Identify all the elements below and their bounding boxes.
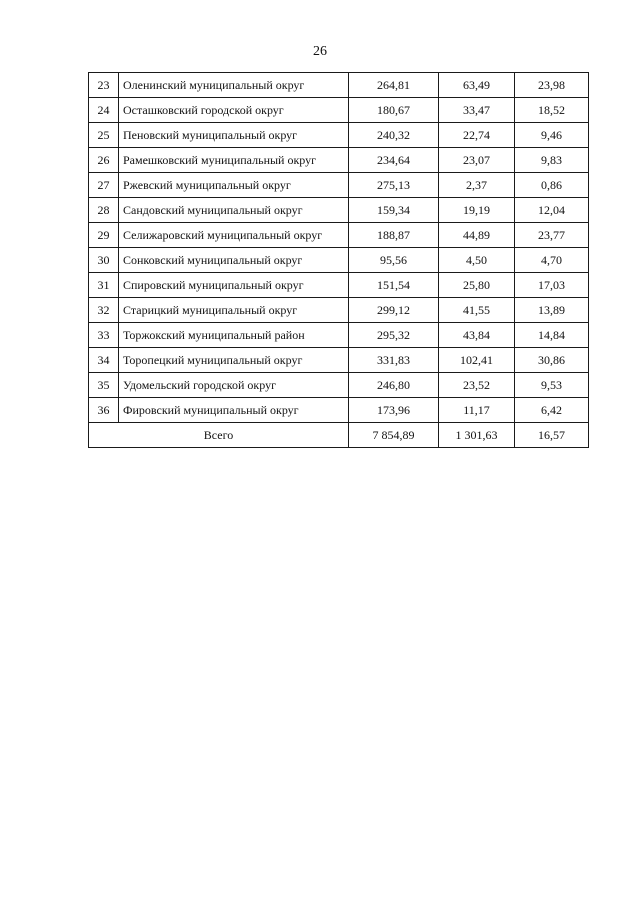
- value-1: 95,56: [349, 248, 439, 273]
- value-2: 22,74: [439, 123, 515, 148]
- table-row: [89, 123, 589, 148]
- table-row: [89, 398, 589, 423]
- value-3: 12,04: [515, 198, 589, 223]
- district-name: Сонковский муниципальный округ: [119, 248, 349, 273]
- value-2: 41,55: [439, 298, 515, 323]
- value-1: 151,54: [349, 273, 439, 298]
- row-number: 25: [89, 123, 119, 148]
- value-2: 23,52: [439, 373, 515, 398]
- district-name: Пеновский муниципальный округ: [119, 123, 349, 148]
- district-name: Рамешковский муниципальный округ: [119, 148, 349, 173]
- table-row: [89, 223, 589, 248]
- value-2: 25,80: [439, 273, 515, 298]
- district-name: Спировский муниципальный округ: [119, 273, 349, 298]
- total-value-2: 1 301,63: [439, 423, 515, 448]
- district-name: Торопецкий муниципальный округ: [119, 348, 349, 373]
- value-3: 6,42: [515, 398, 589, 423]
- value-1: 188,87: [349, 223, 439, 248]
- district-name: Селижаровский муниципальный округ: [119, 223, 349, 248]
- row-number: 31: [89, 273, 119, 298]
- value-3: 9,53: [515, 373, 589, 398]
- value-1: 299,12: [349, 298, 439, 323]
- value-3: 0,86: [515, 173, 589, 198]
- total-value-3: 16,57: [515, 423, 589, 448]
- value-2: 23,07: [439, 148, 515, 173]
- row-number: 24: [89, 98, 119, 123]
- value-3: 9,46: [515, 123, 589, 148]
- value-1: 246,80: [349, 373, 439, 398]
- row-number: 30: [89, 248, 119, 273]
- table-row: [89, 373, 589, 398]
- value-1: 275,13: [349, 173, 439, 198]
- table-row: [89, 273, 589, 298]
- district-name: Удомельский городской округ: [119, 373, 349, 398]
- value-3: 4,70: [515, 248, 589, 273]
- value-2: 102,41: [439, 348, 515, 373]
- value-2: 43,84: [439, 323, 515, 348]
- data-table: [88, 72, 589, 448]
- table-row: [89, 98, 589, 123]
- row-number: 28: [89, 198, 119, 223]
- district-name: Торжокский муниципальный район: [119, 323, 349, 348]
- row-number: 34: [89, 348, 119, 373]
- total-row: [89, 423, 589, 448]
- total-label: Всего: [89, 423, 349, 448]
- value-3: 30,86: [515, 348, 589, 373]
- district-name: Осташковский городской округ: [119, 98, 349, 123]
- value-2: 11,17: [439, 398, 515, 423]
- district-name: Сандовский муниципальный округ: [119, 198, 349, 223]
- district-name: Фировский муниципальный округ: [119, 398, 349, 423]
- district-name: Ржевский муниципальный округ: [119, 173, 349, 198]
- value-1: 295,32: [349, 323, 439, 348]
- table-row: [89, 73, 589, 98]
- row-number: 33: [89, 323, 119, 348]
- value-2: 44,89: [439, 223, 515, 248]
- row-number: 27: [89, 173, 119, 198]
- value-2: 33,47: [439, 98, 515, 123]
- row-number: 29: [89, 223, 119, 248]
- table-row: [89, 348, 589, 373]
- row-number: 26: [89, 148, 119, 173]
- table-row: [89, 198, 589, 223]
- page-number: 26: [313, 44, 327, 59]
- value-3: 14,84: [515, 323, 589, 348]
- total-value-1: 7 854,89: [349, 423, 439, 448]
- table-body: [89, 73, 589, 448]
- value-3: 18,52: [515, 98, 589, 123]
- value-2: 4,50: [439, 248, 515, 273]
- value-3: 23,98: [515, 73, 589, 98]
- row-number: 36: [89, 398, 119, 423]
- row-number: 23: [89, 73, 119, 98]
- value-1: 264,81: [349, 73, 439, 98]
- value-2: 19,19: [439, 198, 515, 223]
- value-3: 9,83: [515, 148, 589, 173]
- value-3: 23,77: [515, 223, 589, 248]
- row-number: 32: [89, 298, 119, 323]
- district-name: Старицкий муниципальный округ: [119, 298, 349, 323]
- value-1: 180,67: [349, 98, 439, 123]
- table-row: [89, 298, 589, 323]
- value-1: 240,32: [349, 123, 439, 148]
- value-1: 159,34: [349, 198, 439, 223]
- table-row: [89, 248, 589, 273]
- table-row: [89, 173, 589, 198]
- table-row: [89, 148, 589, 173]
- value-1: 173,96: [349, 398, 439, 423]
- value-2: 2,37: [439, 173, 515, 198]
- value-3: 13,89: [515, 298, 589, 323]
- district-name: Оленинский муниципальный округ: [119, 73, 349, 98]
- value-3: 17,03: [515, 273, 589, 298]
- value-1: 331,83: [349, 348, 439, 373]
- row-number: 35: [89, 373, 119, 398]
- table-row: [89, 323, 589, 348]
- value-1: 234,64: [349, 148, 439, 173]
- value-2: 63,49: [439, 73, 515, 98]
